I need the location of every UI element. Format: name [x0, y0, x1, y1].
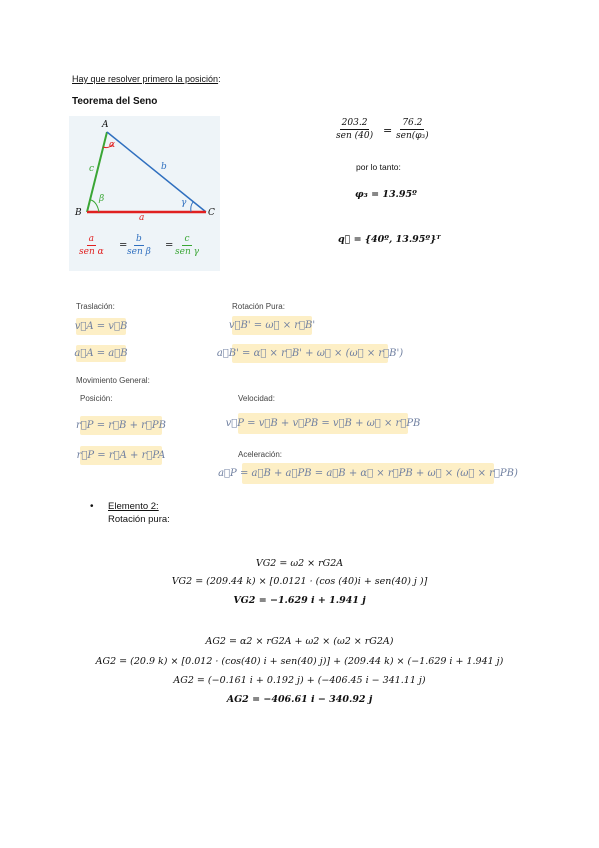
- vertex-b-label: B: [75, 208, 82, 218]
- law-equals-1: =: [119, 240, 128, 251]
- movimiento-general-label: Movimiento General:: [76, 376, 150, 385]
- aceleracion-box: a⃗P = a⃗B + a⃗PB = a⃗B + α⃗ × r⃗PB + ω⃗ × (ω⃗ × r⃗PB): [242, 463, 494, 484]
- velocity-eq-1: VG2 = ω2 × rG2A: [255, 558, 344, 569]
- intro-colon: :: [218, 74, 221, 84]
- law-num-a: a: [88, 234, 95, 244]
- traslacion-acceleration-box: a⃗A = a⃗B: [76, 345, 126, 362]
- sine-law-left-fraction: [336, 118, 373, 141]
- side-b-line: [107, 132, 206, 212]
- law-frac-c: [175, 234, 199, 257]
- acceleration-eq-2: AG2 = (20.9 k) × [0.012 · (cos(40) i + sen(40) j)] + (209.44 k) × (−1.629 i + 1.941 j): [95, 656, 504, 667]
- element-title: Elemento 2:: [108, 501, 159, 512]
- q-result: q⃗ = {40º, 13.95º}ᵀ: [338, 234, 441, 245]
- vertex-c-label: C: [208, 208, 215, 218]
- traslacion-velocity-box: v⃗A = v⃗B: [76, 318, 126, 335]
- posicion-box-2: r⃗P = r⃗A + r⃗PA: [80, 446, 162, 465]
- angle-beta-label: β: [99, 194, 105, 204]
- law-num-b: b: [136, 234, 142, 244]
- law-num-c: c: [184, 234, 190, 244]
- angle-beta-arc: [91, 200, 99, 212]
- rotacion-velocity-box: v⃗B' = ω⃗ × r⃗B': [232, 316, 312, 335]
- velocity-eq-2: VG2 = (209.44 k) × [0.0121 · (cos (40)i + sen(40) j )]: [171, 576, 428, 587]
- law-frac-b: [127, 234, 151, 257]
- angle-alpha-label: α: [109, 140, 116, 150]
- posicion-label: Posición:: [80, 394, 113, 403]
- sine-law-equals: =: [383, 124, 393, 137]
- sine-law-right-fraction: [396, 118, 429, 141]
- side-a-label: a: [139, 213, 145, 223]
- acceleration-eq-4: AG2 = −406.61 i − 340.92 j: [226, 694, 373, 705]
- velocidad-label: Velocidad:: [238, 394, 275, 403]
- sine-law-left-num: 203.2: [341, 118, 368, 128]
- sine-law-left-den: sen (40): [336, 131, 374, 141]
- rotacion-label: Rotación Pura:: [232, 302, 285, 311]
- law-den-b: sen β: [127, 247, 151, 257]
- aceleracion-label: Aceleración:: [238, 450, 283, 459]
- law-equals-2: =: [165, 240, 174, 251]
- element-subtitle: Rotación pura:: [108, 514, 170, 525]
- triangle-figure: [69, 116, 220, 271]
- law-den-c: sen γ: [175, 247, 199, 257]
- angle-gamma-arc: [191, 202, 193, 212]
- phi-result: φ₃ = 13.95º: [355, 189, 417, 200]
- rotacion-acceleration-box: a⃗B' = α⃗ × r⃗B' + ω⃗ × (ω⃗ × r⃗B'): [232, 344, 388, 363]
- sine-law-right-num: 76.2: [402, 118, 423, 128]
- intro-underlined: Hay que resolver primero la posición: [72, 74, 219, 84]
- sine-law-right-den: sen(φ₃): [396, 131, 429, 141]
- therefore-text: por lo tanto:: [356, 162, 401, 172]
- intro-text: [72, 74, 221, 84]
- law-den-a: sen α: [79, 247, 104, 257]
- element-bullet: •: [90, 501, 94, 512]
- vertex-a-label: A: [102, 120, 109, 130]
- side-c-label: c: [89, 164, 95, 174]
- velocidad-box: v⃗P = v⃗B + v⃗PB = v⃗B + ω⃗ × r⃗PB: [238, 413, 408, 434]
- acceleration-eq-1: AG2 = α2 × rG2A + ω2 × (ω2 × rG2A): [205, 636, 394, 647]
- velocity-eq-3: VG2 = −1.629 i + 1.941 j: [233, 595, 366, 606]
- traslacion-label: Traslación:: [76, 302, 115, 311]
- section-title: Teorema del Seno: [72, 96, 158, 107]
- posicion-box-1: r⃗P = r⃗B + r⃗PB: [80, 416, 162, 435]
- acceleration-eq-3: AG2 = (−0.161 i + 0.192 j) + (−406.45 i − 341.11 j): [173, 675, 426, 686]
- law-frac-a: [79, 234, 104, 257]
- angle-gamma-label: γ: [181, 198, 187, 208]
- side-b-label: b: [161, 162, 167, 172]
